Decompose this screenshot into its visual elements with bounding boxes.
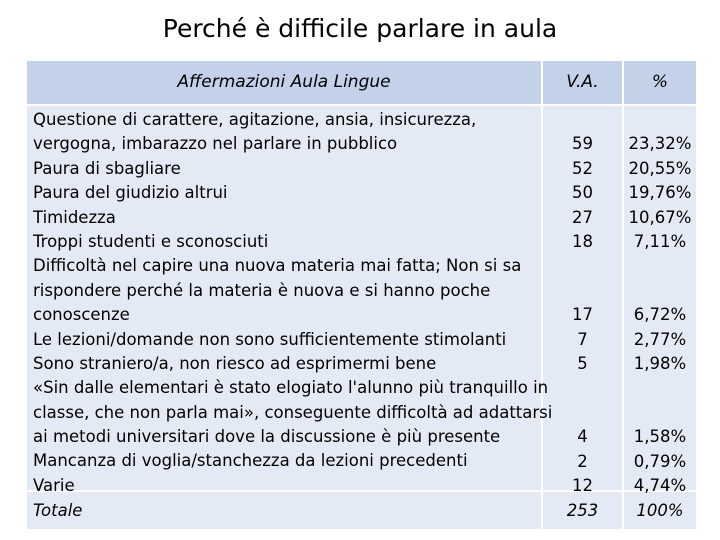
value-va: 7	[577, 329, 588, 349]
statement-line: Troppi studenti e sconosciuti	[33, 231, 269, 251]
total-label: Totale	[33, 501, 83, 520]
value-pct: 1,58%	[633, 427, 687, 447]
statement-line: conoscenze	[33, 305, 130, 325]
header-va: V.A.	[566, 72, 599, 92]
value-va: 50	[572, 183, 593, 203]
value-pct: 19,76%	[628, 183, 692, 203]
value-pct: 2,77%	[633, 329, 687, 349]
header-pct: %	[651, 72, 669, 92]
statement-line: Paura di sbagliare	[33, 158, 181, 178]
statement-line: vergogna, imbarazzo nel parlare in pubblico	[33, 134, 398, 154]
statement-line: «Sin dalle elementari è stato elogiato l'alunno più tranquillo in	[33, 378, 549, 398]
value-pct: 10,67%	[628, 207, 692, 227]
value-va: 18	[572, 232, 593, 251]
value-pct: 23,32%	[628, 134, 692, 154]
value-pct: 6,72%	[633, 305, 687, 325]
value-pct: 7,11%	[633, 232, 687, 251]
statement-list	[33, 108, 552, 498]
value-va: 5	[577, 354, 588, 373]
value-pct: 4,74%	[633, 476, 687, 495]
value-va: 17	[572, 305, 593, 325]
total-pct: 100%	[636, 501, 684, 520]
value-pct: 0,79%	[633, 451, 687, 471]
value-pct: 1,98%	[633, 354, 687, 373]
value-va: 59	[572, 134, 593, 154]
statement-line: rispondere perché la materia è nuova e si hanno poche	[33, 280, 491, 300]
statement-line: classe, che non parla mai», conseguente difficoltà ad adattarsi	[33, 402, 553, 422]
value-va: 52	[572, 158, 593, 178]
statement-line: Varie	[33, 475, 75, 495]
value-va: 4	[577, 427, 588, 447]
statement-line: Difficoltà nel capire una nuova materia mai fatta; Non si sa	[33, 256, 522, 276]
survey-table	[27, 61, 696, 529]
statement-line: Paura del giudizio altrui	[33, 183, 228, 203]
statement-line: ai metodi universitari dove la discussione è più presente	[33, 427, 501, 447]
page-title: Perché è difficile parlare in aula	[162, 14, 558, 43]
statement-line: Le lezioni/domande non sono sufficientemente stimolanti	[33, 329, 507, 349]
value-va: 27	[572, 207, 593, 227]
statement-line: Questione di carattere, agitazione, ansia, insicurezza,	[33, 110, 477, 129]
value-va: 12	[572, 476, 593, 495]
statement-line: Sono straniero/a, non riesco ad esprimermi bene	[33, 353, 437, 373]
statement-line: Mancanza di voglia/stanchezza da lezioni precedenti	[33, 451, 468, 471]
statement-line: Timidezza	[33, 207, 116, 227]
value-pct: 20,55%	[628, 158, 692, 178]
value-va: 2	[577, 451, 588, 471]
total-va: 253	[566, 501, 599, 520]
header-statements: Affermazioni Aula Lingue	[177, 72, 391, 92]
